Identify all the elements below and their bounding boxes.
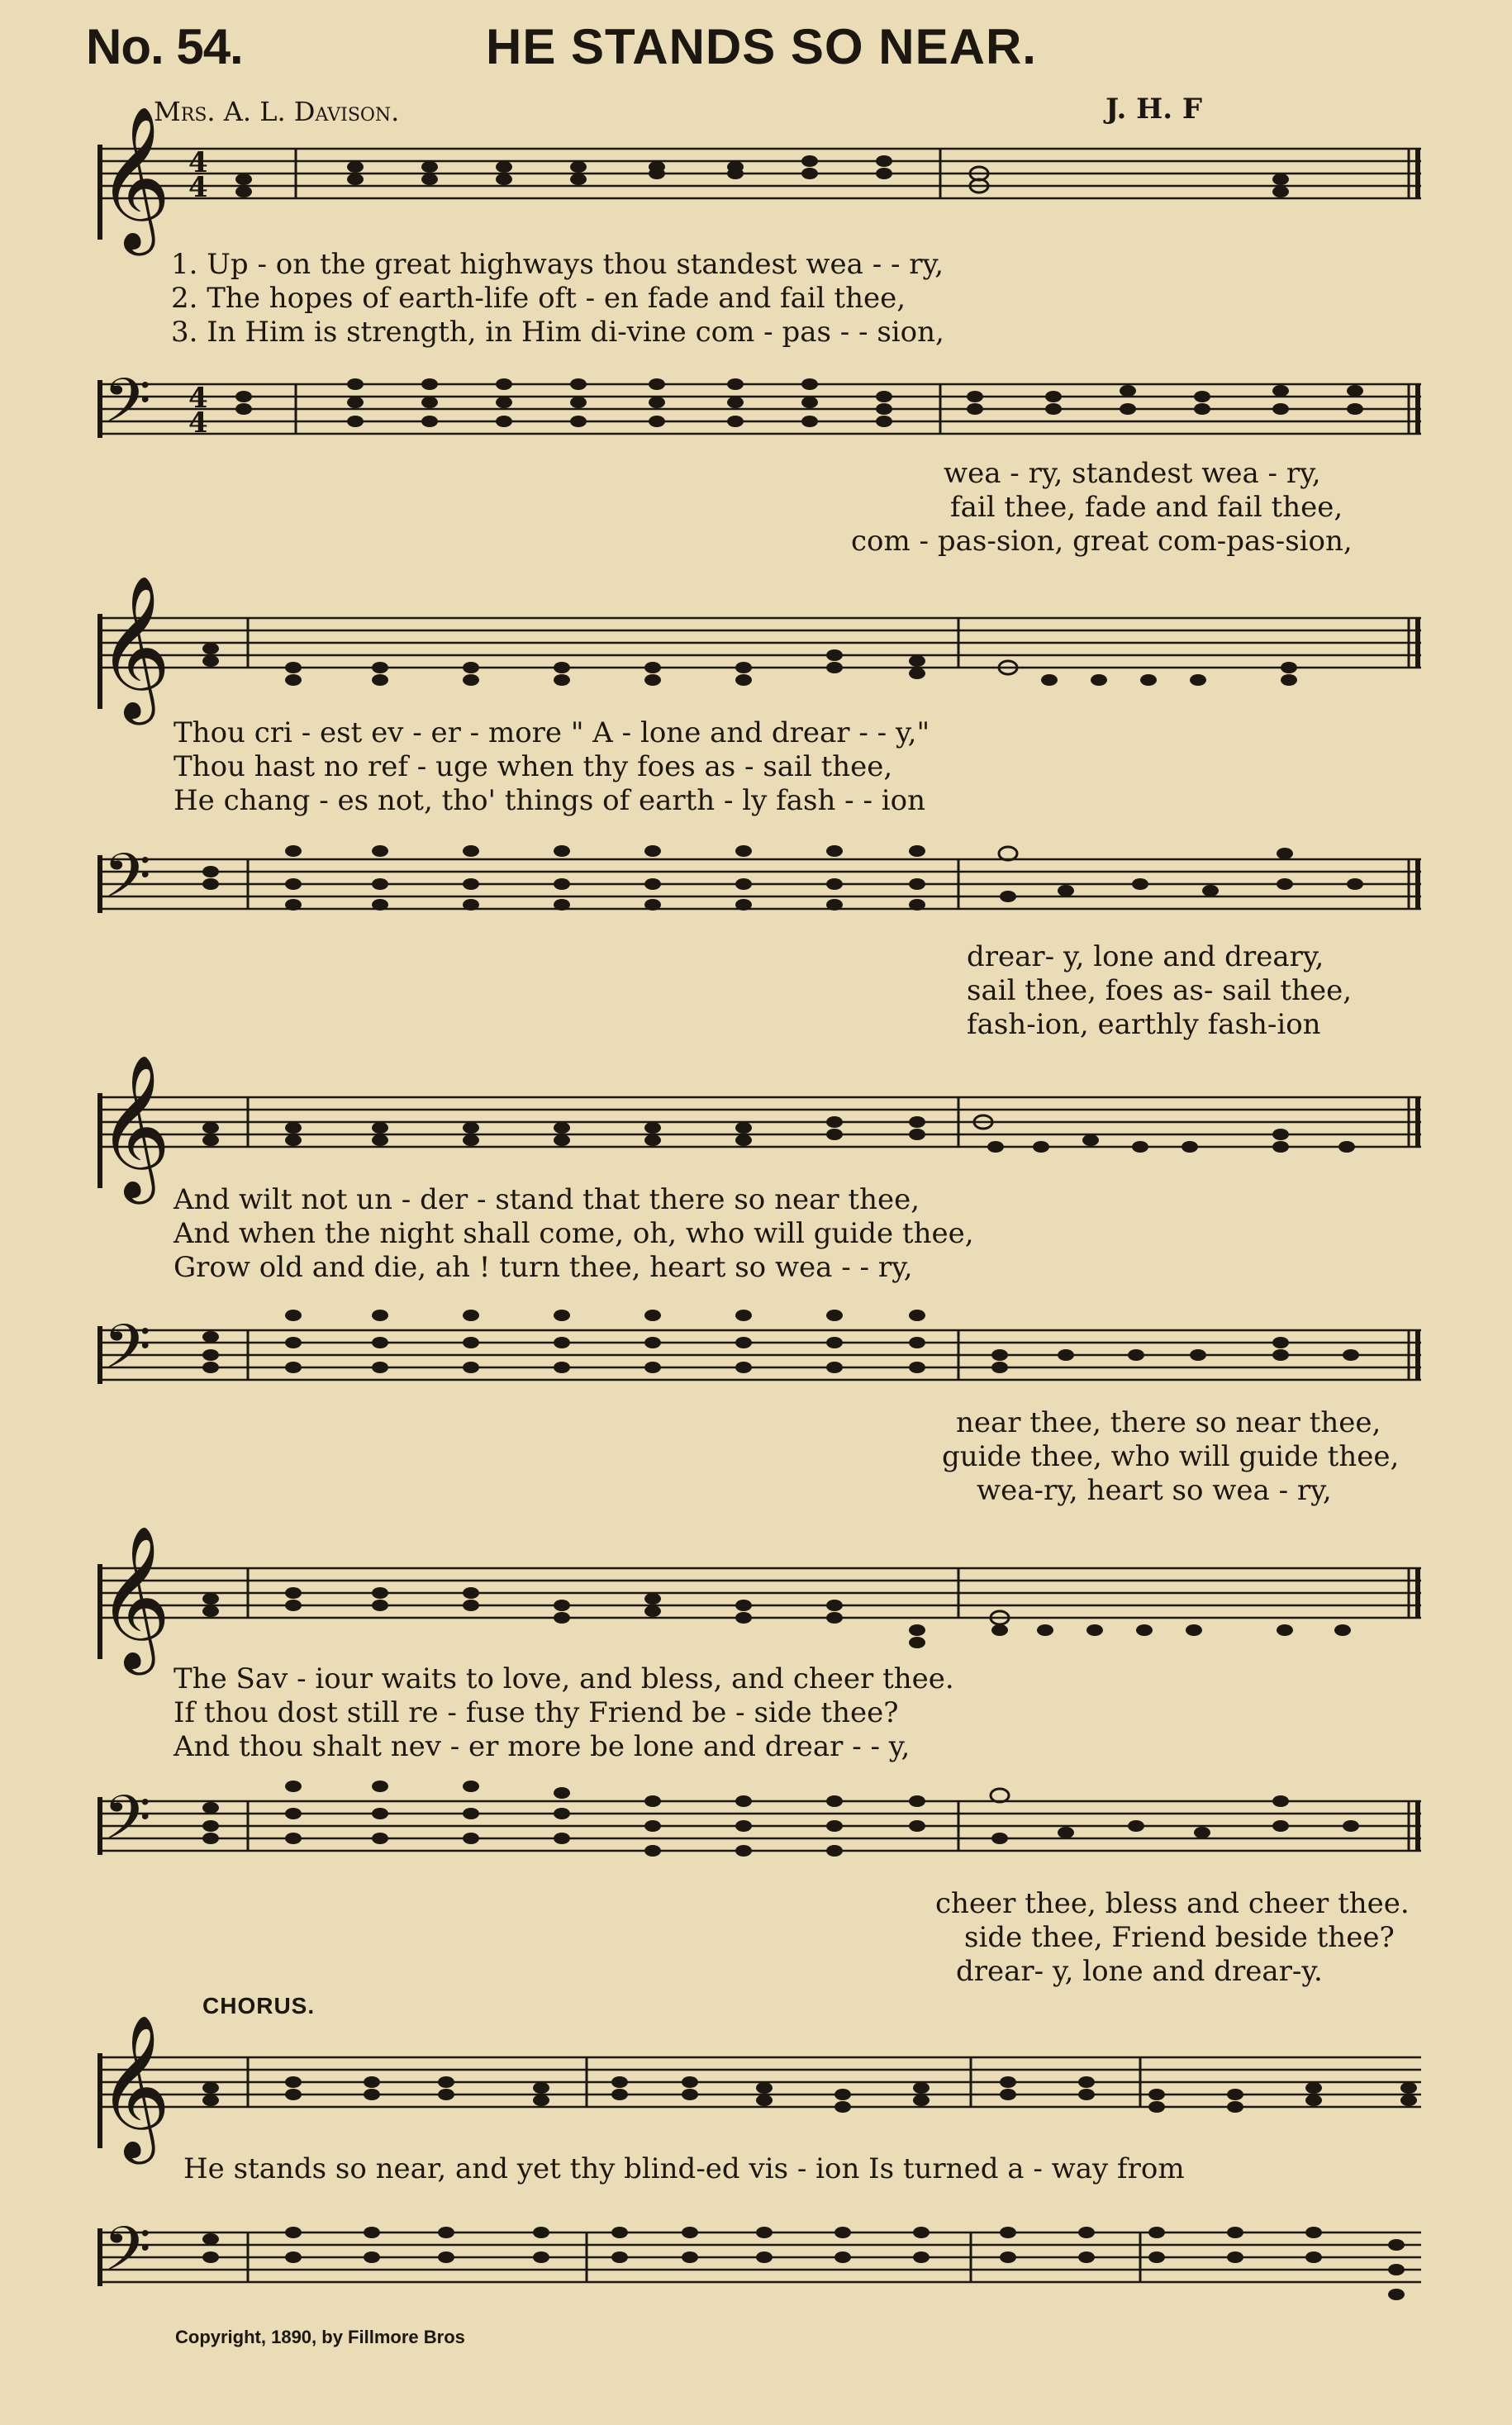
bass-staff-system-2 (0, 840, 1512, 934)
bass-clef-icon: 𝄢 (103, 365, 151, 452)
svg-text:4: 4 (188, 146, 208, 179)
treble-staff-system-2 (0, 575, 1512, 719)
verse-lyrics-system-3: And wilt not un - der - stand that there so near thee, And when the night shall come, oh, who will guide thee, Grow old and die, ah ! turn thee, heart so wea - - ry, (174, 1183, 974, 1284)
bass-lyrics-system-4: cheer thee, bless and cheer thee. side thee, Friend beside thee? drear- y, lone and drear-y. (935, 1887, 1410, 1988)
bass-clef-icon: 𝄢 (103, 840, 151, 927)
staff-lines (99, 149, 1421, 198)
svg-text:4: 4 (188, 407, 208, 440)
treble-clef-icon: 𝄞 (97, 575, 171, 719)
treble-staff-chorus (0, 2014, 1512, 2158)
chorus-label: CHORUS. (202, 1993, 316, 2018)
treble-staff-system-4 (0, 1525, 1512, 1669)
svg-text:4: 4 (188, 171, 208, 204)
hymn-title: HE STANDS SO NEAR. (486, 19, 1037, 74)
bass-clef-icon: 𝄢 (103, 2213, 151, 2300)
bass-staff-system-3 (0, 1311, 1512, 1405)
treble-clef-icon: 𝄞 (97, 106, 171, 250)
treble-clef-icon: 𝄞 (97, 1525, 171, 1669)
bass-clef-icon: 𝄢 (103, 1311, 151, 1398)
bass-staff-system-4 (0, 1782, 1512, 1876)
bass-lyrics-system-3: near thee, there so near thee, guide thee, who will guide thee, wea-ry, heart so wea - ry, (942, 1406, 1400, 1507)
treble-staff-system-3 (0, 1054, 1512, 1198)
hymn-number: No. 54. (86, 19, 243, 74)
verse-lyrics-system-4: The Sav - iour waits to love, and bless, and cheer thee. If thou dost still re - fuse thy Friend be - side thee? And thou shalt nev - er more be lone and drear - - y, (174, 1662, 954, 1763)
verse-lyrics-system-1: 1. Up - on the great highways thou standest wea - - ry, 2. The hopes of earth-life oft - en fade and fail thee, 3. In Him is strength, in Him di-vine com - pas - - sion, (171, 248, 944, 349)
bass-lyrics-system-2: drear- y, lone and dreary, sail thee, foes as- sail thee, fash-ion, earthly fash-ion (967, 940, 1353, 1041)
bass-staff-chorus (0, 2213, 1512, 2307)
composer: J. H. F (1105, 93, 1203, 126)
verse-lyrics-system-2: Thou cri - est ev - er - more " A - lone and drear - - y," Thou hast no ref - uge when thy foes as - sail thee, He chang - es not, tho' things of earth - ly fash - - ion (174, 716, 930, 817)
treble-clef-icon: 𝄞 (97, 2014, 171, 2158)
copyright-notice: Copyright, 1890, by Fillmore Bros (175, 2327, 465, 2347)
svg-text:4: 4 (188, 382, 208, 415)
lyricist: Mrs. A. L. Davison. (154, 96, 400, 127)
chorus-lyrics: He stands so near, and yet thy blind-ed vis - ion Is turned a - way from (183, 2152, 1185, 2185)
bass-clef-icon: 𝄢 (103, 1782, 151, 1869)
bass-lyrics-system-1: wea - ry, standest wea - ry, fail thee, fade and fail thee, com - pas-sion, great com-pas-sion, (851, 457, 1353, 558)
treble-clef-icon: 𝄞 (97, 1054, 171, 1198)
bass-staff-system-1 (0, 365, 1512, 459)
